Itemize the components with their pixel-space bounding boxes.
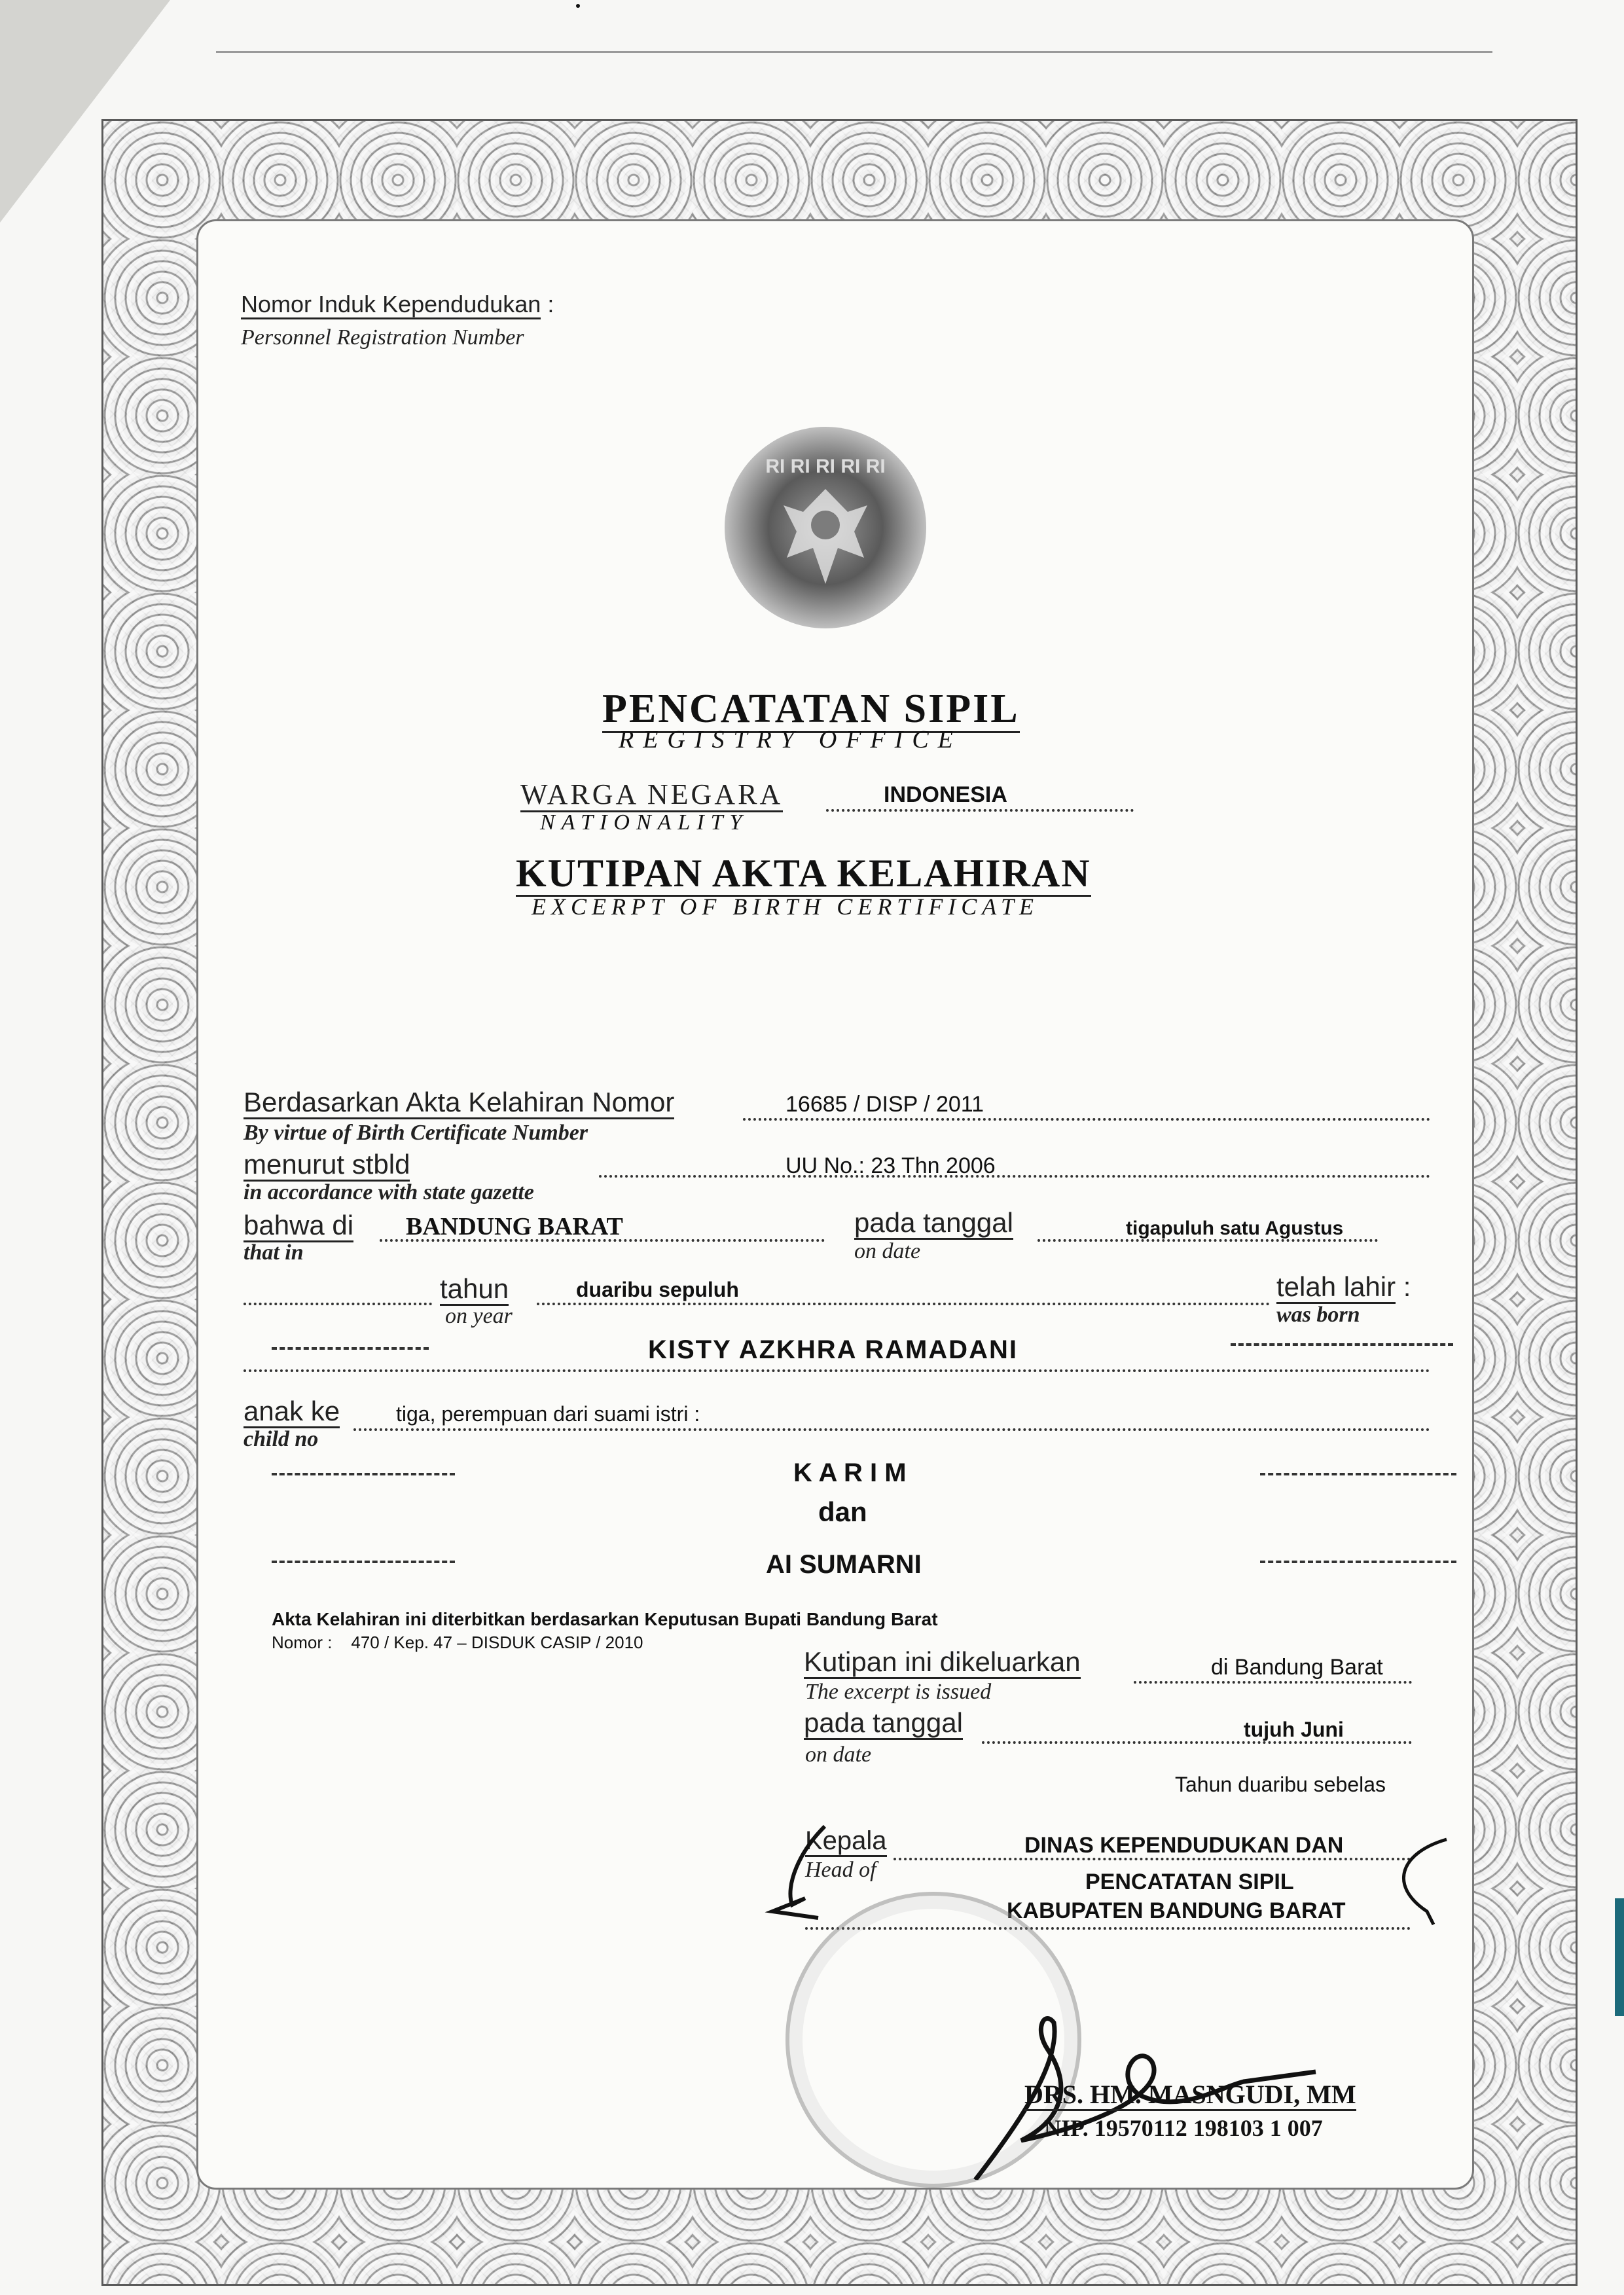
place-label-en: that in (244, 1240, 304, 1265)
cert-no-label: Berdasarkan Akta Kelahiran Nomor (244, 1087, 674, 1118)
date-value: tigapuluh satu Agustus (1126, 1218, 1344, 1239)
nationality-value: INDONESIA (884, 782, 1007, 807)
year-dots (537, 1303, 1270, 1305)
scan-top-line (216, 51, 1492, 53)
scan-dot (576, 4, 580, 8)
born-label-en: was born (1276, 1303, 1360, 1327)
child-no-dots (353, 1428, 1430, 1431)
nik-label-en: Personnel Registration Number (241, 325, 524, 350)
date-label: pada tanggal (854, 1207, 1013, 1238)
nik-label: Nomor Induk Kependudukan : (241, 291, 554, 318)
office-line-2: PENCATATAN SIPIL (1085, 1870, 1294, 1894)
issued-label: Kutipan ini dikeluarkan (804, 1646, 1081, 1678)
child-no-label-en: child no (244, 1427, 319, 1451)
stbld-label-en: in accordance with state gazette (244, 1180, 534, 1204)
nationality-label: WARGA NEGARA (520, 778, 783, 811)
year-label: tahun (440, 1273, 509, 1305)
scanner-edge-mark (1615, 1898, 1624, 2016)
father-dash-left (272, 1473, 455, 1475)
official-nip: NIP. 19570112 198103 1 007 (1044, 2115, 1323, 2141)
name-dash-right (1231, 1343, 1453, 1346)
date-label-en: on date (854, 1239, 921, 1263)
document-title: KUTIPAN AKTA KELAHIRAN (516, 851, 1091, 896)
stbld-label: menurut stbld (244, 1149, 410, 1180)
decree-number: Nomor : 470 / Kep. 47 – DISDUK CASIP / 2010 (272, 1633, 643, 1652)
garuda-seal-icon (725, 427, 926, 628)
issued-dots (1134, 1681, 1412, 1684)
issued-date-label: pada tanggal (804, 1707, 963, 1739)
issued-year: Tahun duaribu sebelas (1175, 1773, 1386, 1796)
child-no-label: anak ke (244, 1396, 340, 1427)
seal-text: RI RI RI RI RI (765, 456, 886, 477)
cert-no-value: 16685 / DISP / 2011 (785, 1092, 984, 1117)
father-name: K A R I M (793, 1458, 907, 1487)
born-label: telah lahir : (1276, 1271, 1411, 1303)
head-label: Kepala (805, 1826, 887, 1856)
issued-place: di Bandung Barat (1211, 1655, 1383, 1680)
nationality-label-en: NATIONALITY (540, 810, 749, 835)
issued-date-value: tujuh Juni (1244, 1718, 1344, 1741)
mother-name: AI SUMARNI (766, 1550, 922, 1579)
child-name: KISTY AZKHRA RAMADANI (648, 1335, 1018, 1364)
office-line-3: KABUPATEN BANDUNG BARAT (1007, 1898, 1346, 1923)
place-label: bahwa di (244, 1210, 353, 1241)
cert-no-dots (743, 1118, 1430, 1121)
father-dash-right (1260, 1473, 1456, 1475)
office-line-1: DINAS KEPENDUDUKAN DAN (1024, 1833, 1344, 1858)
decree-text: Akta Kelahiran ini diterbitkan berdasarkan Keputusan Bupati Bandung Barat (272, 1609, 938, 1629)
mother-dash-right (1260, 1561, 1456, 1563)
nationality-dots (826, 809, 1134, 812)
year-lead-dots (244, 1303, 432, 1305)
stbld-dots (599, 1175, 1430, 1178)
registry-title: PENCATATAN SIPIL (602, 686, 1020, 732)
issued-label-en: The excerpt is issued (805, 1680, 992, 1704)
stbld-value: UU No.: 23 Thn 2006 (785, 1153, 996, 1178)
child-no-value: tiga, perempuan dari suami istri : (396, 1402, 700, 1426)
name-dash-left (272, 1347, 429, 1350)
issued-date-label-en: on date (805, 1743, 872, 1767)
year-label-en: on year (445, 1304, 513, 1328)
mother-dash-left (272, 1561, 455, 1563)
year-value: duaribu sepuluh (576, 1278, 739, 1301)
issued-date-dots (982, 1741, 1412, 1744)
name-dots (244, 1369, 1430, 1372)
document-title-en: EXCERPT OF BIRTH CERTIFICATE (532, 894, 1039, 920)
place-value: BANDUNG BARAT (406, 1213, 623, 1240)
registry-title-en: REGISTRY OFFICE (619, 726, 962, 753)
cert-no-label-en: By virtue of Birth Certificate Number (244, 1121, 588, 1145)
head-label-en: Head of (805, 1858, 876, 1882)
and-conjunction: dan (818, 1496, 867, 1527)
official-name: DRS. HM. MASNGUDI, MM (1024, 2079, 1356, 2110)
